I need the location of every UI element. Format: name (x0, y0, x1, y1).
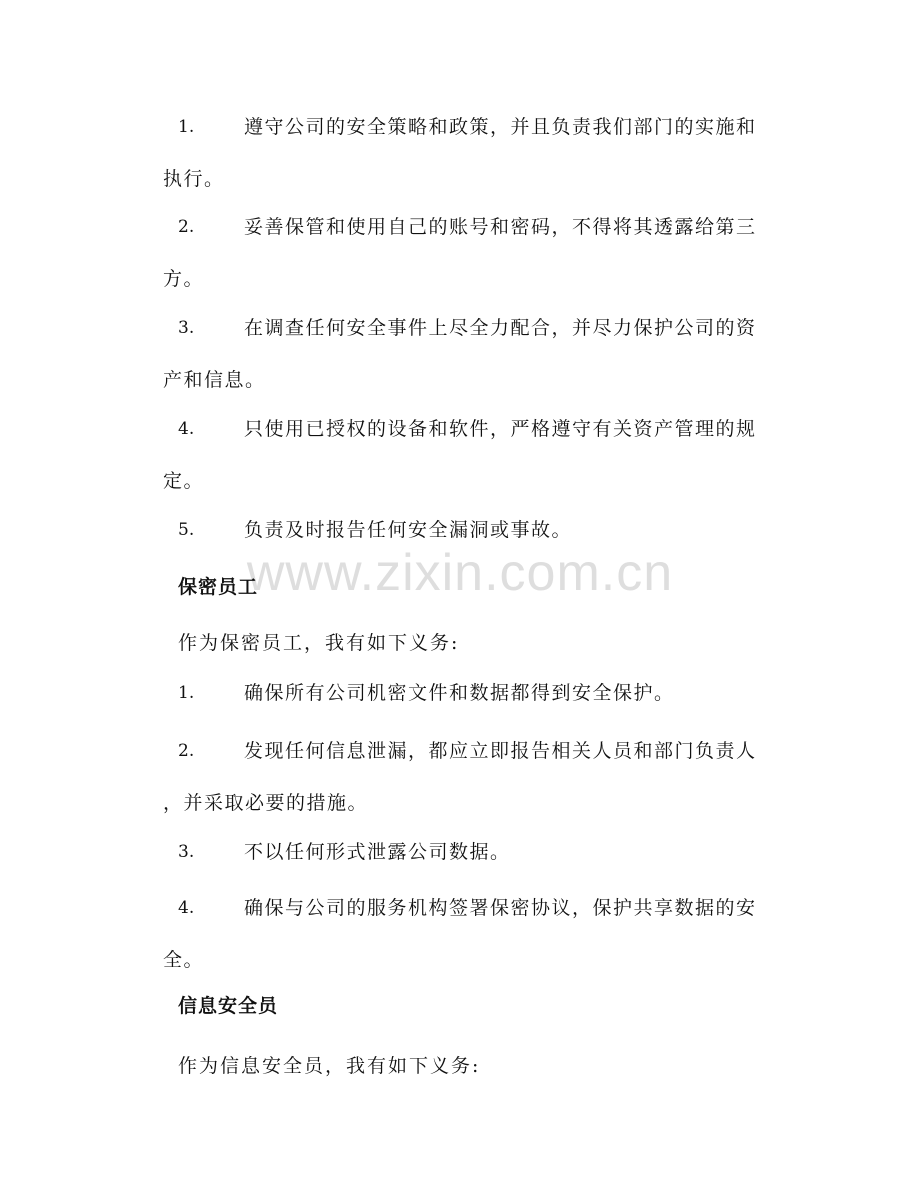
item-text: 负责及时报告任何安全漏洞或事故。 (244, 519, 573, 541)
item-text: 确保所有公司机密文件和数据都得到安全保护。 (244, 682, 675, 704)
item-text: 遵守公司的安全策略和政策，并且负责我们部门的实施和 (244, 116, 757, 138)
list-item (0, 826, 920, 878)
list-item (0, 201, 920, 305)
watermark: www.zixin.com.cn (246, 544, 674, 602)
section-heading: 信息安全员 (178, 995, 279, 1017)
list-item (0, 101, 920, 205)
item-number: 3. (178, 842, 195, 862)
item-text-continued: ，并采取必要的措施。 (163, 792, 369, 814)
section-intro: 作为信息安全员，我有如下义务: (178, 1055, 481, 1077)
item-number: 4. (178, 898, 195, 918)
item-text-continued: 执行。 (163, 168, 225, 190)
item-number: 3. (178, 318, 195, 338)
list-item (0, 302, 920, 406)
item-text-continued: 方。 (163, 268, 205, 290)
item-text: 妥善保管和使用自己的账号和密码，不得将其透露给第三 (244, 216, 757, 238)
item-text: 确保与公司的服务机构签署保密协议，保护共享数据的安 (244, 897, 757, 919)
item-number: 4. (178, 419, 195, 439)
item-text-continued: 全。 (163, 949, 205, 971)
item-text: 不以任何形式泄露公司数据。 (244, 841, 511, 863)
item-text: 在调查任何安全事件上尽全力配合，并尽力保护公司的资 (244, 317, 757, 339)
item-number: 2. (178, 217, 195, 237)
list-item (0, 725, 920, 829)
list-item (0, 882, 920, 986)
list-item (0, 403, 920, 507)
item-number: 5. (178, 520, 195, 540)
item-text-continued: 定。 (163, 470, 205, 492)
item-number: 1. (178, 683, 195, 703)
section-heading: 保密员工 (178, 576, 259, 598)
item-number: 1. (178, 117, 195, 137)
item-number: 2. (178, 741, 195, 761)
item-text: 只使用已授权的设备和软件，严格遵守有关资产管理的规 (244, 418, 757, 440)
list-item (0, 667, 920, 719)
item-text-continued: 产和信息。 (163, 369, 266, 391)
item-text: 发现任何信息泄漏，都应立即报告相关人员和部门负责人 (244, 740, 757, 762)
list-item (0, 504, 920, 556)
section-intro: 作为保密员工，我有如下义务: (178, 632, 460, 654)
